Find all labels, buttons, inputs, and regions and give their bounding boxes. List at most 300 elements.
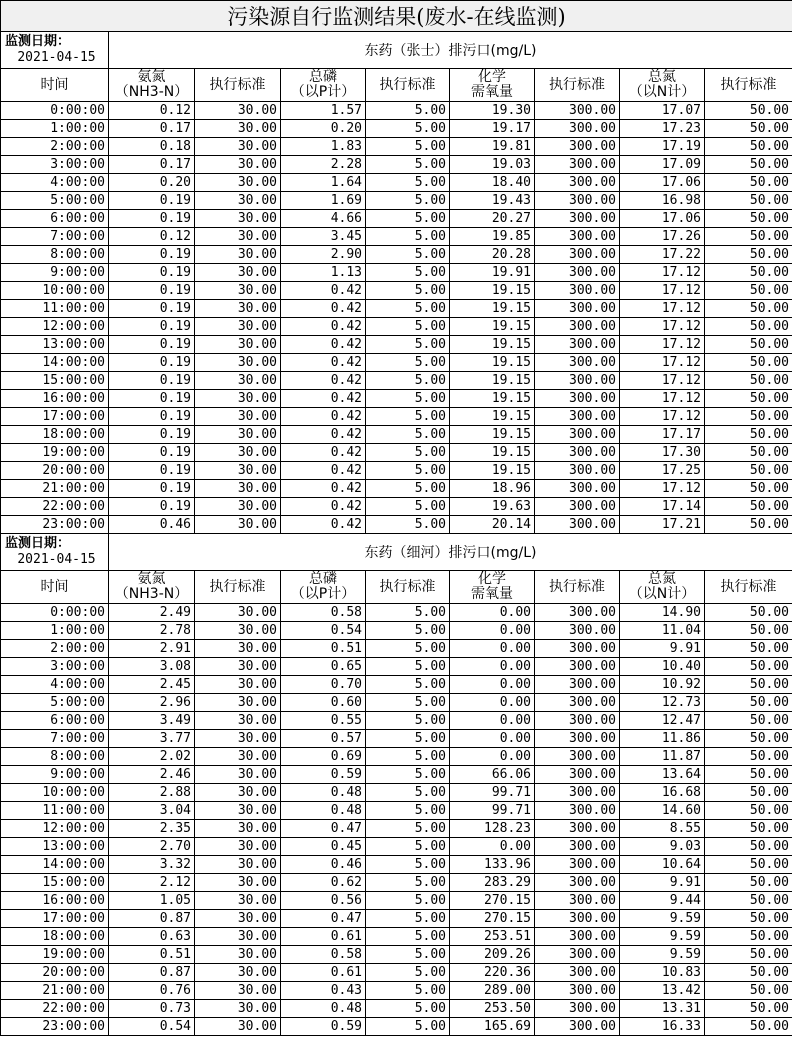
- cell-phosphorus: 0.42: [281, 426, 366, 444]
- cell-cod: 19.17: [450, 120, 535, 138]
- cell-time: 3:00:00: [1, 156, 109, 174]
- table-row: [1, 946, 792, 964]
- cell-nitrogen-standard: 50.00: [705, 408, 792, 426]
- table-row: [1, 426, 792, 444]
- cell-nitrogen: 17.25: [620, 462, 705, 480]
- cell-time: 15:00:00: [1, 372, 109, 390]
- cell-cod: 19.30: [450, 102, 535, 120]
- cell-nitrogen: 9.91: [620, 640, 705, 658]
- cell-cod-standard: 300.00: [535, 964, 620, 982]
- cell-ammonia-standard: 30.00: [195, 766, 281, 784]
- cell-ammonia-standard: 30.00: [195, 192, 281, 210]
- cell-cod-standard: 300.00: [535, 444, 620, 462]
- cell-cod-standard: 300.00: [535, 676, 620, 694]
- cell-nitrogen: 10.83: [620, 964, 705, 982]
- cell-nitrogen: 10.40: [620, 658, 705, 676]
- cell-phosphorus-standard: 5.00: [366, 516, 450, 534]
- cell-phosphorus-standard: 5.00: [366, 946, 450, 964]
- cell-phosphorus: 0.58: [281, 946, 366, 964]
- cell-time: 0:00:00: [1, 102, 109, 120]
- table-row: [1, 730, 792, 748]
- cell-cod: 19.15: [450, 390, 535, 408]
- table-row: [1, 336, 792, 354]
- cell-nitrogen-standard: 50.00: [705, 640, 792, 658]
- cell-ammonia-standard: 30.00: [195, 444, 281, 462]
- cell-ammonia-standard: 30.00: [195, 928, 281, 946]
- cell-ammonia-standard: 30.00: [195, 264, 281, 282]
- cell-ammonia-standard: 30.00: [195, 390, 281, 408]
- cell-phosphorus-standard: 5.00: [366, 354, 450, 372]
- table-row: [1, 138, 792, 156]
- cell-nitrogen-standard: 50.00: [705, 892, 792, 910]
- cell-nitrogen-standard: 50.00: [705, 1000, 792, 1018]
- table-row: [1, 766, 792, 784]
- cell-nitrogen-standard: 50.00: [705, 964, 792, 982]
- cell-nitrogen-standard: 50.00: [705, 928, 792, 946]
- cell-ammonia-standard: 30.00: [195, 874, 281, 892]
- header-time: 时间: [1, 69, 109, 102]
- cell-ammonia: 0.19: [109, 444, 195, 462]
- cell-cod-standard: 300.00: [535, 1018, 620, 1036]
- cell-ammonia: 0.19: [109, 264, 195, 282]
- cell-phosphorus-standard: 5.00: [366, 712, 450, 730]
- cell-nitrogen-standard: 50.00: [705, 138, 792, 156]
- cell-nitrogen: 13.42: [620, 982, 705, 1000]
- cell-ammonia: 0.19: [109, 462, 195, 480]
- cell-cod: 99.71: [450, 802, 535, 820]
- cell-phosphorus: 0.46: [281, 856, 366, 874]
- cell-nitrogen-standard: 50.00: [705, 210, 792, 228]
- cell-cod: 20.27: [450, 210, 535, 228]
- cell-phosphorus-standard: 5.00: [366, 622, 450, 640]
- report-title: 污染源自行监测结果(废水-在线监测): [1, 1, 792, 32]
- cell-cod-standard: 300.00: [535, 820, 620, 838]
- cell-cod: 0.00: [450, 622, 535, 640]
- cell-ammonia-standard: 30.00: [195, 354, 281, 372]
- cell-phosphorus: 0.42: [281, 462, 366, 480]
- cell-time: 22:00:00: [1, 1000, 109, 1018]
- cell-nitrogen: 11.87: [620, 748, 705, 766]
- cell-nitrogen: 17.09: [620, 156, 705, 174]
- cell-phosphorus: 0.42: [281, 480, 366, 498]
- cell-nitrogen-standard: 50.00: [705, 802, 792, 820]
- cell-phosphorus-standard: 5.00: [366, 192, 450, 210]
- table-row: [1, 282, 792, 300]
- cell-phosphorus: 0.43: [281, 982, 366, 1000]
- cell-time: 5:00:00: [1, 192, 109, 210]
- cell-time: 7:00:00: [1, 228, 109, 246]
- cell-phosphorus-standard: 5.00: [366, 174, 450, 192]
- cell-cod: 19.85: [450, 228, 535, 246]
- cell-cod: 128.23: [450, 820, 535, 838]
- cell-cod-standard: 300.00: [535, 766, 620, 784]
- cell-nitrogen: 17.12: [620, 354, 705, 372]
- cell-ammonia: 2.46: [109, 766, 195, 784]
- cell-phosphorus-standard: 5.00: [366, 964, 450, 982]
- cell-phosphorus: 0.61: [281, 928, 366, 946]
- cell-ammonia-standard: 30.00: [195, 372, 281, 390]
- cell-cod-standard: 300.00: [535, 910, 620, 928]
- cell-phosphorus-standard: 5.00: [366, 246, 450, 264]
- cell-phosphorus-standard: 5.00: [366, 802, 450, 820]
- table-row: [1, 210, 792, 228]
- cell-phosphorus: 1.64: [281, 174, 366, 192]
- cell-nitrogen-standard: 50.00: [705, 426, 792, 444]
- cell-cod: 0.00: [450, 838, 535, 856]
- cell-phosphorus-standard: 5.00: [366, 210, 450, 228]
- cell-ammonia-standard: 30.00: [195, 1000, 281, 1018]
- cell-cod: 0.00: [450, 640, 535, 658]
- cell-ammonia-standard: 30.00: [195, 712, 281, 730]
- header-standard: 执行标准: [705, 69, 792, 102]
- cell-ammonia-standard: 30.00: [195, 462, 281, 480]
- cell-ammonia-standard: 30.00: [195, 408, 281, 426]
- cell-ammonia-standard: 30.00: [195, 120, 281, 138]
- cell-cod-standard: 300.00: [535, 336, 620, 354]
- cell-ammonia-standard: 30.00: [195, 784, 281, 802]
- cell-time: 19:00:00: [1, 946, 109, 964]
- section-header-row: [1, 534, 792, 571]
- header-ammonia-line1: 氨氮: [137, 69, 166, 85]
- cell-phosphorus-standard: 5.00: [366, 982, 450, 1000]
- cell-nitrogen-standard: 50.00: [705, 766, 792, 784]
- table-row: [1, 874, 792, 892]
- cell-cod-standard: 300.00: [535, 372, 620, 390]
- table-row: [1, 676, 792, 694]
- table-row: [1, 658, 792, 676]
- table-row: [1, 462, 792, 480]
- cell-cod-standard: 300.00: [535, 622, 620, 640]
- cell-ammonia: 0.63: [109, 928, 195, 946]
- cell-phosphorus-standard: 5.00: [366, 444, 450, 462]
- cell-cod: 165.69: [450, 1018, 535, 1036]
- header-nitrogen: [620, 69, 705, 102]
- cell-time: 6:00:00: [1, 712, 109, 730]
- cell-cod: 0.00: [450, 604, 535, 622]
- cell-nitrogen: 17.26: [620, 228, 705, 246]
- cell-cod-standard: 300.00: [535, 462, 620, 480]
- cell-ammonia-standard: 30.00: [195, 336, 281, 354]
- cell-phosphorus: 0.42: [281, 516, 366, 534]
- cell-time: 17:00:00: [1, 408, 109, 426]
- cell-nitrogen: 9.59: [620, 928, 705, 946]
- cell-nitrogen: 17.12: [620, 318, 705, 336]
- table-row: [1, 318, 792, 336]
- cell-time: 18:00:00: [1, 928, 109, 946]
- cell-cod-standard: 300.00: [535, 228, 620, 246]
- cell-nitrogen: 17.07: [620, 102, 705, 120]
- cell-cod-standard: 300.00: [535, 946, 620, 964]
- column-header-row: [1, 69, 792, 102]
- table-row: [1, 838, 792, 856]
- cell-nitrogen: 17.12: [620, 480, 705, 498]
- cell-ammonia: 3.77: [109, 730, 195, 748]
- header-cod-line2: 需氧量: [471, 84, 513, 100]
- cell-phosphorus-standard: 5.00: [366, 498, 450, 516]
- cell-cod-standard: 300.00: [535, 354, 620, 372]
- cell-nitrogen: 17.12: [620, 282, 705, 300]
- cell-phosphorus-standard: 5.00: [366, 676, 450, 694]
- cell-ammonia-standard: 30.00: [195, 658, 281, 676]
- cell-time: 4:00:00: [1, 676, 109, 694]
- table-row: [1, 802, 792, 820]
- table-row: [1, 498, 792, 516]
- cell-phosphorus-standard: 5.00: [366, 766, 450, 784]
- cell-cod-standard: 300.00: [535, 748, 620, 766]
- header-phosphorus-line2: （以P计）: [290, 586, 356, 602]
- cell-phosphorus-standard: 5.00: [366, 748, 450, 766]
- cell-cod: 99.71: [450, 784, 535, 802]
- cell-phosphorus: 0.65: [281, 658, 366, 676]
- cell-nitrogen-standard: 50.00: [705, 748, 792, 766]
- header-cod: [450, 571, 535, 604]
- cell-ammonia: 0.19: [109, 318, 195, 336]
- cell-ammonia: 0.19: [109, 354, 195, 372]
- cell-nitrogen: 9.44: [620, 892, 705, 910]
- table-row: [1, 856, 792, 874]
- cell-ammonia: 0.19: [109, 282, 195, 300]
- cell-cod: 19.03: [450, 156, 535, 174]
- cell-cod-standard: 300.00: [535, 192, 620, 210]
- column-header-row: [1, 571, 792, 604]
- table-row: [1, 408, 792, 426]
- cell-nitrogen-standard: 50.00: [705, 444, 792, 462]
- header-cod-line1: 化学: [478, 571, 506, 587]
- cell-phosphorus-standard: 5.00: [366, 910, 450, 928]
- cell-cod-standard: 300.00: [535, 102, 620, 120]
- cell-nitrogen: 12.73: [620, 694, 705, 712]
- cell-time: 23:00:00: [1, 1018, 109, 1036]
- cell-phosphorus: 0.57: [281, 730, 366, 748]
- cell-ammonia: 0.19: [109, 408, 195, 426]
- cell-phosphorus: 0.56: [281, 892, 366, 910]
- cell-time: 23:00:00: [1, 516, 109, 534]
- header-phosphorus: [281, 571, 366, 604]
- cell-phosphorus-standard: 5.00: [366, 408, 450, 426]
- cell-phosphorus-standard: 5.00: [366, 820, 450, 838]
- table-row: [1, 748, 792, 766]
- cell-nitrogen: 9.03: [620, 838, 705, 856]
- cell-ammonia: 1.05: [109, 892, 195, 910]
- cell-cod: 19.15: [450, 336, 535, 354]
- cell-nitrogen-standard: 50.00: [705, 676, 792, 694]
- cell-cod: 253.50: [450, 1000, 535, 1018]
- cell-cod-standard: 300.00: [535, 390, 620, 408]
- cell-nitrogen: 17.23: [620, 120, 705, 138]
- cell-ammonia: 0.54: [109, 1018, 195, 1036]
- table-row: [1, 390, 792, 408]
- cell-ammonia-standard: 30.00: [195, 856, 281, 874]
- cell-ammonia: 0.19: [109, 192, 195, 210]
- cell-ammonia: 3.32: [109, 856, 195, 874]
- cell-ammonia-standard: 30.00: [195, 246, 281, 264]
- cell-cod: 20.28: [450, 246, 535, 264]
- cell-phosphorus-standard: 5.00: [366, 426, 450, 444]
- cell-time: 8:00:00: [1, 748, 109, 766]
- cell-cod: 19.15: [450, 300, 535, 318]
- header-cod-line1: 化学: [478, 69, 506, 85]
- cell-ammonia-standard: 30.00: [195, 210, 281, 228]
- cell-nitrogen-standard: 50.00: [705, 874, 792, 892]
- cell-cod-standard: 300.00: [535, 1000, 620, 1018]
- cell-cod: 19.15: [450, 372, 535, 390]
- cell-cod-standard: 300.00: [535, 156, 620, 174]
- cell-phosphorus: 0.47: [281, 910, 366, 928]
- cell-phosphorus-standard: 5.00: [366, 300, 450, 318]
- cell-cod-standard: 300.00: [535, 784, 620, 802]
- cell-cod-standard: 300.00: [535, 658, 620, 676]
- cell-ammonia: 0.19: [109, 390, 195, 408]
- cell-time: 11:00:00: [1, 300, 109, 318]
- table-row: [1, 228, 792, 246]
- cell-time: 9:00:00: [1, 766, 109, 784]
- cell-nitrogen-standard: 50.00: [705, 1018, 792, 1036]
- cell-time: 17:00:00: [1, 910, 109, 928]
- cell-time: 0:00:00: [1, 604, 109, 622]
- cell-phosphorus-standard: 5.00: [366, 1000, 450, 1018]
- table-row: [1, 480, 792, 498]
- cell-nitrogen: 17.22: [620, 246, 705, 264]
- cell-time: 2:00:00: [1, 138, 109, 156]
- cell-phosphorus: 0.42: [281, 390, 366, 408]
- cell-phosphorus: 0.60: [281, 694, 366, 712]
- table-row: [1, 622, 792, 640]
- cell-nitrogen-standard: 50.00: [705, 300, 792, 318]
- monitoring-date-cell: [1, 534, 109, 571]
- cell-cod: 289.00: [450, 982, 535, 1000]
- cell-cod-standard: 300.00: [535, 516, 620, 534]
- cell-ammonia: 0.19: [109, 372, 195, 390]
- cell-cod: 19.63: [450, 498, 535, 516]
- cell-cod-standard: 300.00: [535, 694, 620, 712]
- cell-ammonia-standard: 30.00: [195, 910, 281, 928]
- cell-ammonia: 0.19: [109, 336, 195, 354]
- header-ammonia-line2: （NH3-N）: [114, 84, 189, 100]
- cell-time: 16:00:00: [1, 390, 109, 408]
- cell-ammonia: 0.19: [109, 480, 195, 498]
- cell-time: 1:00:00: [1, 120, 109, 138]
- cell-nitrogen-standard: 50.00: [705, 318, 792, 336]
- cell-nitrogen: 17.12: [620, 408, 705, 426]
- cell-ammonia-standard: 30.00: [195, 694, 281, 712]
- table-row: [1, 910, 792, 928]
- cell-phosphorus: 0.20: [281, 120, 366, 138]
- cell-ammonia-standard: 30.00: [195, 982, 281, 1000]
- table-row: [1, 354, 792, 372]
- cell-nitrogen: 14.90: [620, 604, 705, 622]
- cell-time: 15:00:00: [1, 874, 109, 892]
- cell-nitrogen: 16.33: [620, 1018, 705, 1036]
- cell-cod: 220.36: [450, 964, 535, 982]
- cell-phosphorus: 0.61: [281, 964, 366, 982]
- cell-nitrogen: 17.12: [620, 336, 705, 354]
- cell-cod: 270.15: [450, 892, 535, 910]
- cell-cod-standard: 300.00: [535, 928, 620, 946]
- cell-nitrogen: 17.06: [620, 174, 705, 192]
- cell-time: 5:00:00: [1, 694, 109, 712]
- cell-time: 21:00:00: [1, 480, 109, 498]
- cell-ammonia: 2.88: [109, 784, 195, 802]
- cell-phosphorus-standard: 5.00: [366, 838, 450, 856]
- cell-time: 3:00:00: [1, 658, 109, 676]
- cell-cod: 18.40: [450, 174, 535, 192]
- cell-ammonia: 2.78: [109, 622, 195, 640]
- cell-phosphorus: 0.42: [281, 336, 366, 354]
- cell-nitrogen-standard: 50.00: [705, 694, 792, 712]
- cell-nitrogen-standard: 50.00: [705, 516, 792, 534]
- cell-phosphorus: 2.28: [281, 156, 366, 174]
- cell-phosphorus: 0.42: [281, 408, 366, 426]
- cell-ammonia-standard: 30.00: [195, 174, 281, 192]
- cell-nitrogen: 12.47: [620, 712, 705, 730]
- cell-phosphorus: 3.45: [281, 228, 366, 246]
- cell-nitrogen: 17.12: [620, 264, 705, 282]
- cell-ammonia-standard: 30.00: [195, 838, 281, 856]
- cell-time: 9:00:00: [1, 264, 109, 282]
- cell-phosphorus: 0.42: [281, 354, 366, 372]
- header-standard: 执行标准: [535, 69, 620, 102]
- cell-ammonia: 0.12: [109, 102, 195, 120]
- cell-phosphorus: 0.51: [281, 640, 366, 658]
- cell-phosphorus: 0.59: [281, 1018, 366, 1036]
- cell-nitrogen-standard: 50.00: [705, 246, 792, 264]
- cell-cod-standard: 300.00: [535, 856, 620, 874]
- cell-ammonia-standard: 30.00: [195, 480, 281, 498]
- cell-ammonia: 0.17: [109, 120, 195, 138]
- cell-phosphorus: 0.42: [281, 318, 366, 336]
- cell-cod: 19.91: [450, 264, 535, 282]
- cell-cod: 209.26: [450, 946, 535, 964]
- cell-nitrogen-standard: 50.00: [705, 480, 792, 498]
- cell-ammonia: 0.19: [109, 246, 195, 264]
- cell-ammonia: 0.51: [109, 946, 195, 964]
- cell-phosphorus-standard: 5.00: [366, 1018, 450, 1036]
- cell-nitrogen: 10.64: [620, 856, 705, 874]
- cell-ammonia: 0.76: [109, 982, 195, 1000]
- cell-phosphorus: 1.57: [281, 102, 366, 120]
- cell-phosphorus-standard: 5.00: [366, 228, 450, 246]
- date-value: 2021-04-15: [17, 50, 96, 65]
- cell-ammonia-standard: 30.00: [195, 946, 281, 964]
- cell-ammonia-standard: 30.00: [195, 228, 281, 246]
- cell-ammonia: 0.46: [109, 516, 195, 534]
- cell-nitrogen: 17.12: [620, 300, 705, 318]
- cell-nitrogen-standard: 50.00: [705, 946, 792, 964]
- table-row: [1, 640, 792, 658]
- cell-ammonia-standard: 30.00: [195, 426, 281, 444]
- cell-ammonia: 0.73: [109, 1000, 195, 1018]
- cell-cod-standard: 300.00: [535, 426, 620, 444]
- cell-nitrogen-standard: 50.00: [705, 712, 792, 730]
- cell-phosphorus-standard: 5.00: [366, 658, 450, 676]
- table-row: [1, 712, 792, 730]
- cell-ammonia: 0.19: [109, 210, 195, 228]
- table-row: [1, 604, 792, 622]
- cell-cod: 19.15: [450, 354, 535, 372]
- cell-nitrogen: 9.91: [620, 874, 705, 892]
- cell-time: 14:00:00: [1, 354, 109, 372]
- cell-cod-standard: 300.00: [535, 138, 620, 156]
- cell-ammonia-standard: 30.00: [195, 748, 281, 766]
- table-row: [1, 174, 792, 192]
- cell-cod: 270.15: [450, 910, 535, 928]
- date-value: 2021-04-15: [17, 552, 96, 567]
- header-ammonia: [109, 571, 195, 604]
- cell-time: 19:00:00: [1, 444, 109, 462]
- cell-cod: 133.96: [450, 856, 535, 874]
- date-label: 监测日期：: [5, 536, 71, 551]
- cell-cod: 0.00: [450, 694, 535, 712]
